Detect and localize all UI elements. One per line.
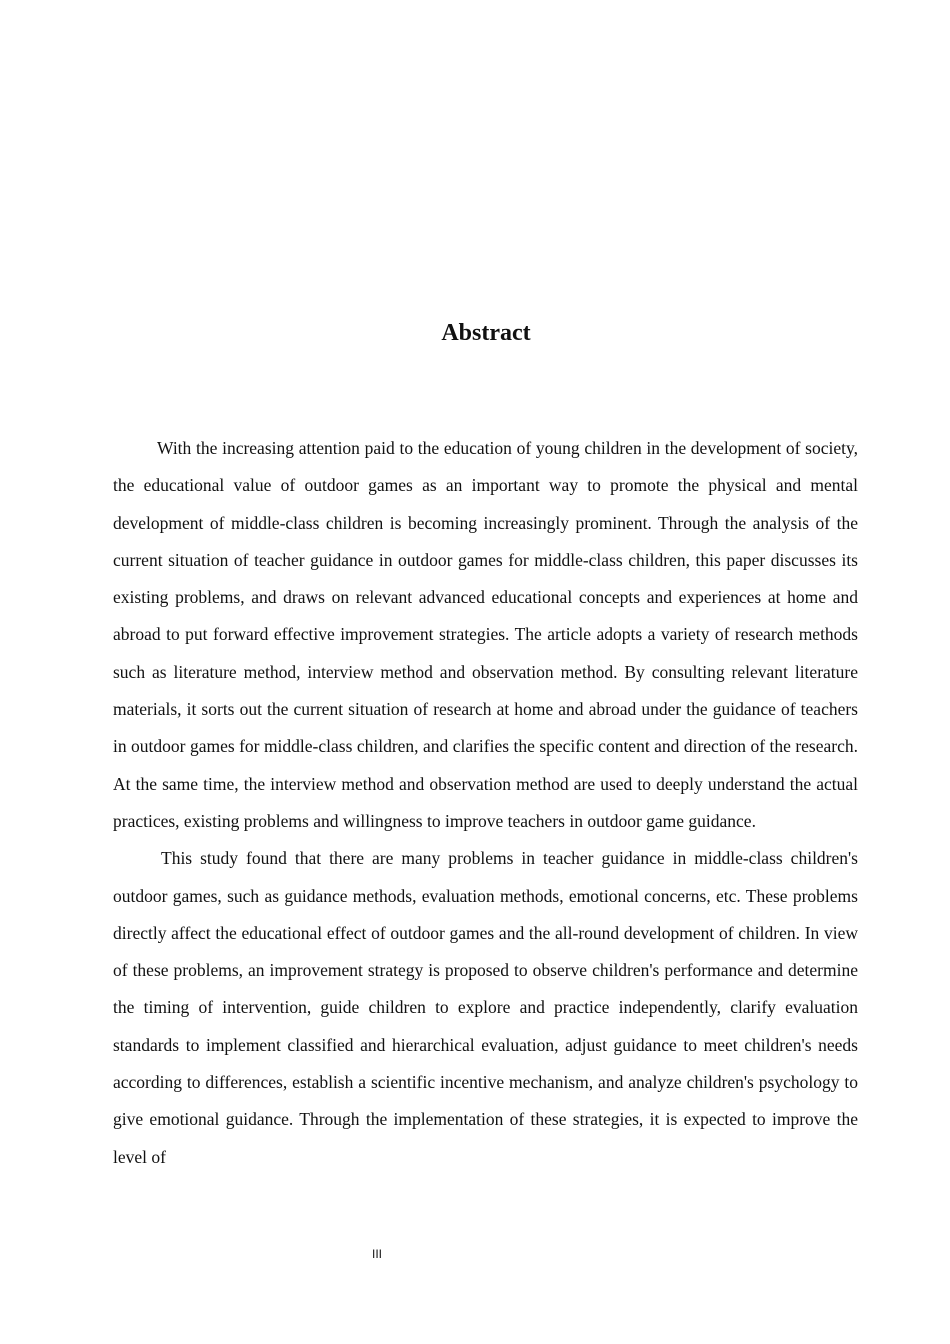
abstract-paragraph-2: This study found that there are many problems in teacher guidance in middle-class children's outdoor games, such as guidance methods, evaluation methods, emotional concerns, etc. These problems directly affect the educational effect of outdoor games and the all-round development of children. In view of these problems, an improvement strategy is proposed to observe children's performance and determine the timing of intervention, guide children to explore and practice independently, clarify evaluation standards to implement classified and hierarchical evaluation, adjust guidance to meet children's needs according to differences, establish a scientific incentive mechanism, and analyze children's psychology to give emotional guidance. Through the implementation of these strategies, it is expected to improve the level of	[113, 848, 858, 1167]
abstract-paragraph-1: With the increasing attention paid to the education of young children in the development of society, the educational value of outdoor games as an important way to promote the physical and mental development of middle-class children is becoming increasingly prominent. Through the analysis of the current situation of teacher guidance in outdoor games for middle-class children, this paper discusses its existing problems, and draws on relevant advanced educational concepts and experiences at home and abroad to put forward effective improvement strategies. The article adopts a variety of research methods such as literature method, interview method and observation method. By consulting relevant literature materials, it sorts out the current situation of research at home and abroad under the guidance of teachers in outdoor games for middle-class children, and clarifies the specific content and direction of the research. At the same time, the interview method and observation method are used to deeply understand the actual practices, existing problems and willingness to improve teachers in outdoor game guidance.	[113, 438, 858, 831]
page-number: III	[371, 1247, 382, 1261]
abstract-body	[113, 430, 858, 1176]
abstract-title: Abstract	[441, 320, 531, 346]
